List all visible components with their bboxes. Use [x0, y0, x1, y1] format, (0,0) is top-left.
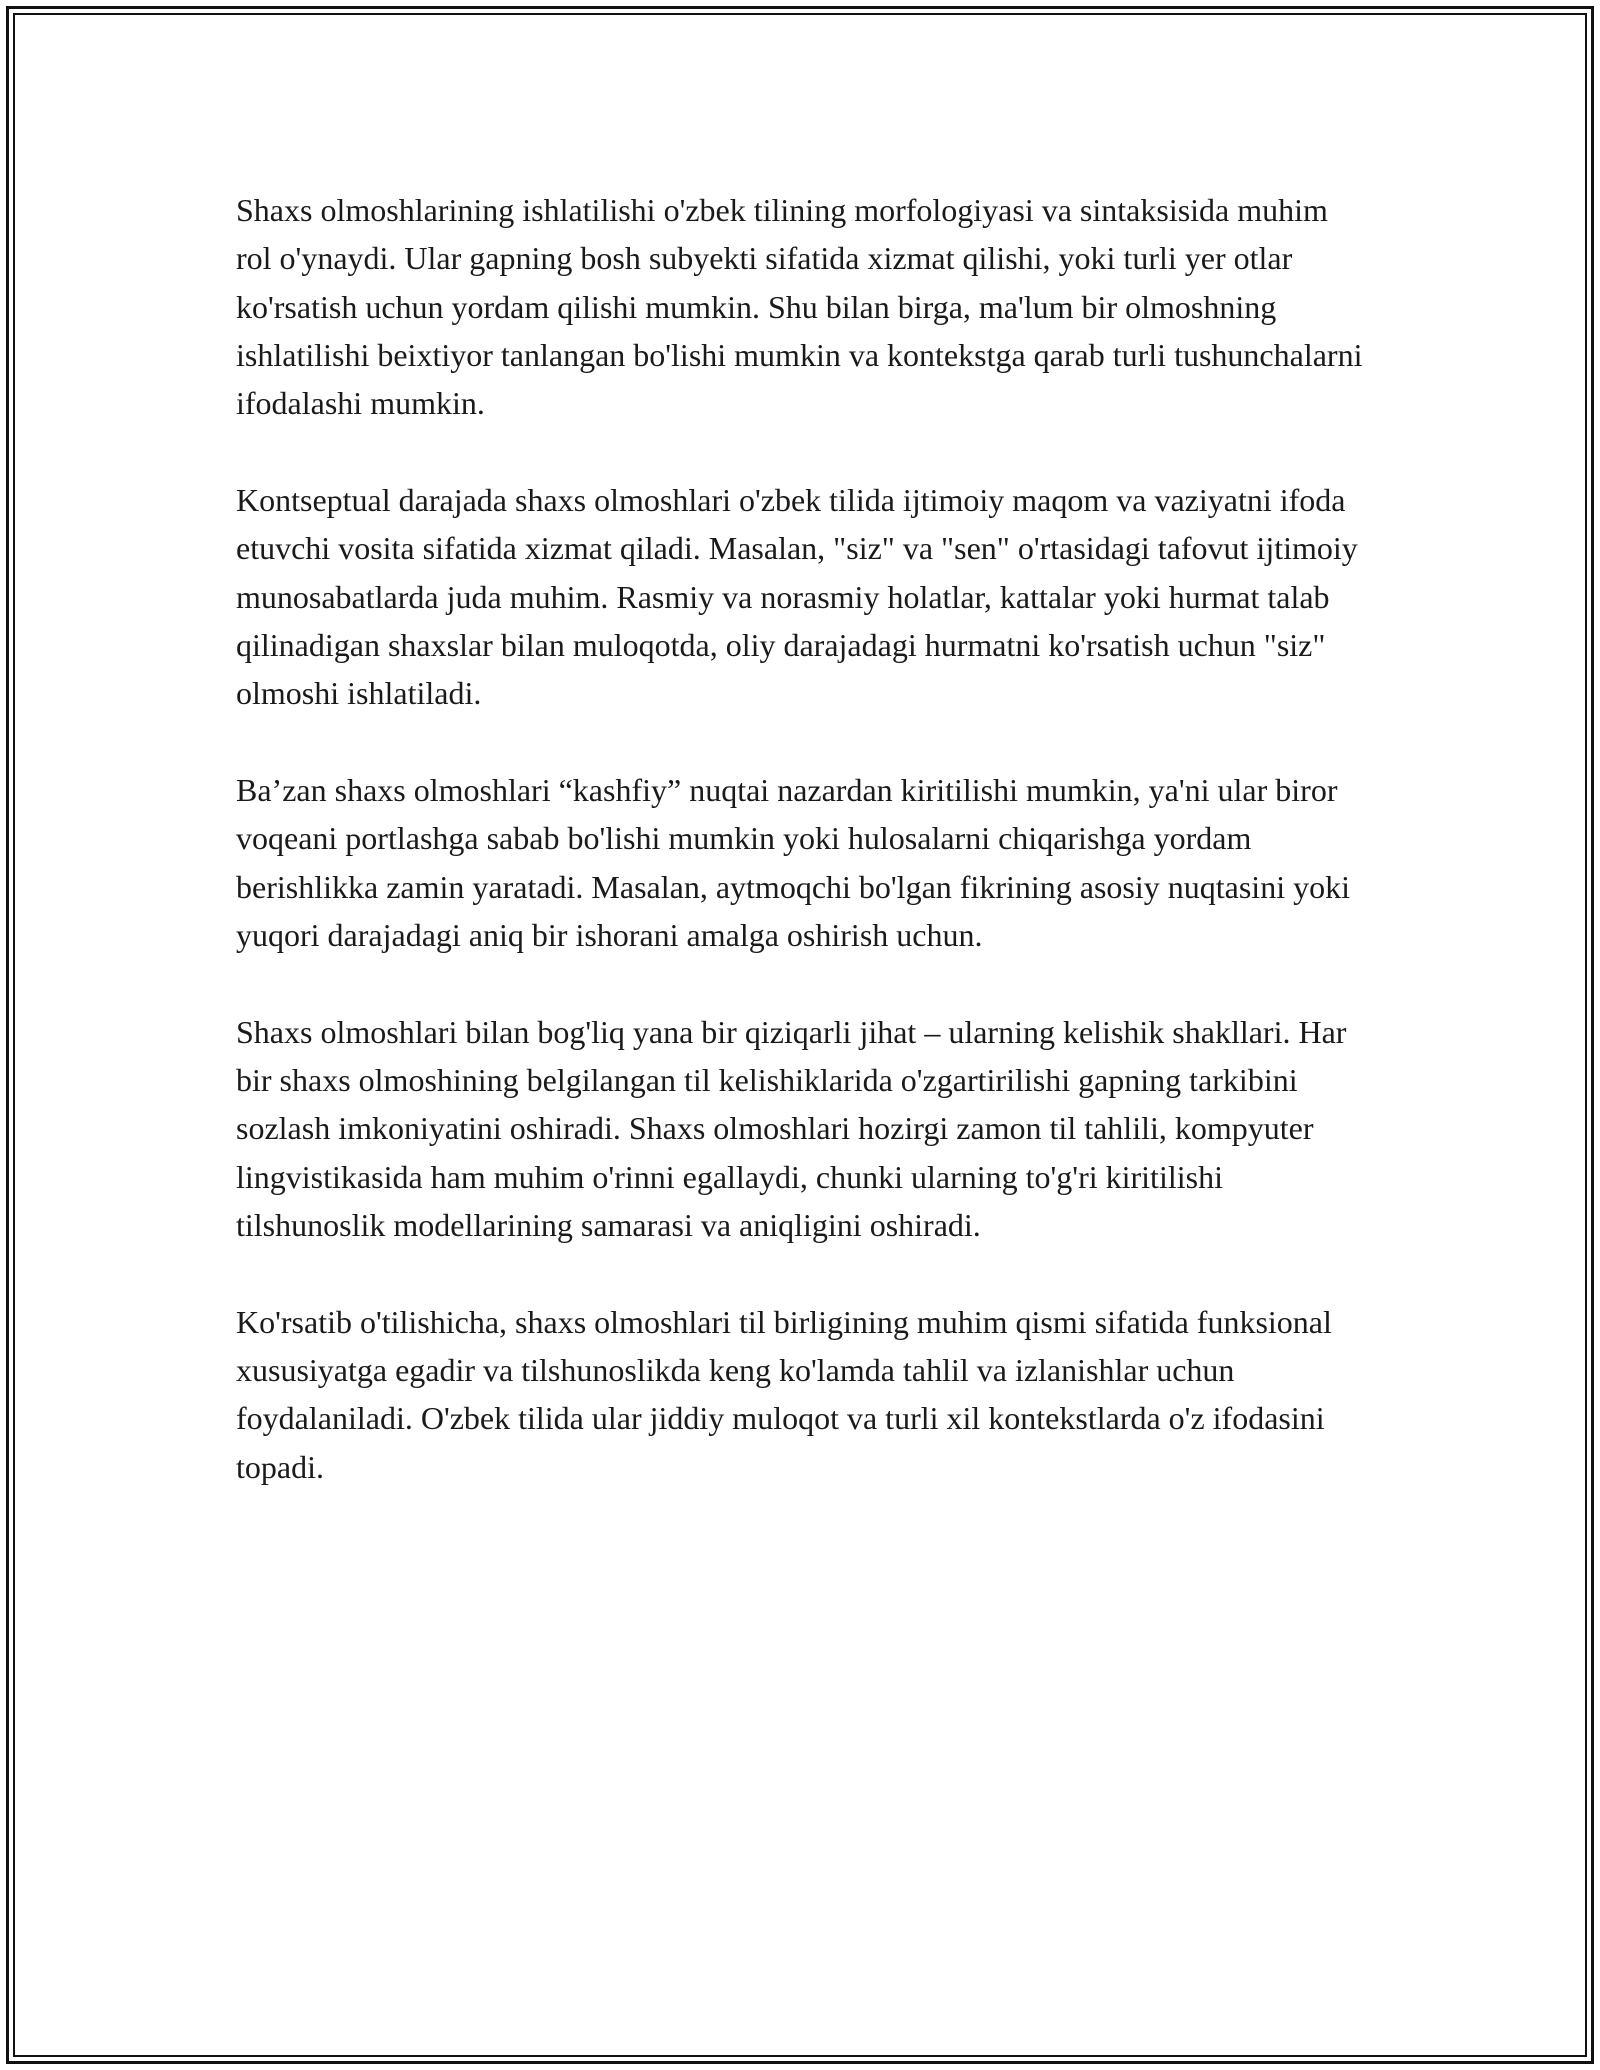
paragraph-5: Ko'rsatib o'tilishicha, shaxs olmoshlari til birligining muhim qismi sifatida funksional xususiyatga egadir va tilshunoslikda keng ko'lamda tahlil va izlanishlar uchun foydalaniladi. O'zbek tilida ular jiddiy muloqot va turli xil kontekstlarda o'z ifodasini topadi. [236, 1303, 1332, 1485]
paragraph-2: Kontseptual darajada shaxs olmoshlari o'zbek tilida ijtimoiy maqom va vaziyatni ifoda etuvchi vosita sifatida xizmat qiladi. Masalan, "siz" va "sen" o'rtasidagi tafovut ijtimoiy munosabatlarda juda muhim. Rasmiy va norasmiy holatlar, kattalar yoki hurmat talab qilinadigan shaxslar bilan muloqotda, oliy darajadagi hurmatni ko'rsatish uchun "siz" olmoshi ishlatiladi. [236, 481, 1358, 712]
paragraph-3: Ba’zan shaxs olmoshlari “kashfiy” nuqtai nazardan kiritilishi mumkin, ya'ni ular biror voqeani portlashga sabab bo'lishi mumkin yoki hulosalarni chiqarishga yordam berishlikka zamin yaratadi. Masalan, aytmoqchi bo'lgan fikrining asosiy nuqtasini yoki yuqori darajadagi aniq bir ishorani amalga oshirish uchun. [236, 771, 1350, 953]
document-body [236, 186, 1364, 1539]
paragraph-1: Shaxs olmoshlarining ishlatilishi o'zbek tilining morfologiyasi va sintaksisida muhim rol o'ynaydi. Ular gapning bosh subyekti sifatida xizmat qilishi, yoki turli yer otlar ko'rsatish uchun yordam qilishi mumkin. Shu bilan birga, ma'lum bir olmoshning ishlatilishi beixtiyor tanlangan bo'lishi mumkin va kontekstga qarab turli tushunchalarni ifodalashi mumkin. [236, 192, 1363, 422]
paragraph-4: Shaxs olmoshlari bilan bog'liq yana bir qiziqarli jihat – ularning kelishik shakllari. Har bir shaxs olmoshining belgilangan til kelishiklarida o'zgartirilishi gapning tarkibini sozlash imkoniyatini oshiradi. Shaxs olmoshlari hozirgi zamon til tahlili, kompyuter lingvistikasida ham muhim o'rinni egallaydi, chunki ularning to'g'ri kiritilishi tilshunoslik modellarining samarasi va aniqligini oshiradi. [236, 1013, 1347, 1243]
